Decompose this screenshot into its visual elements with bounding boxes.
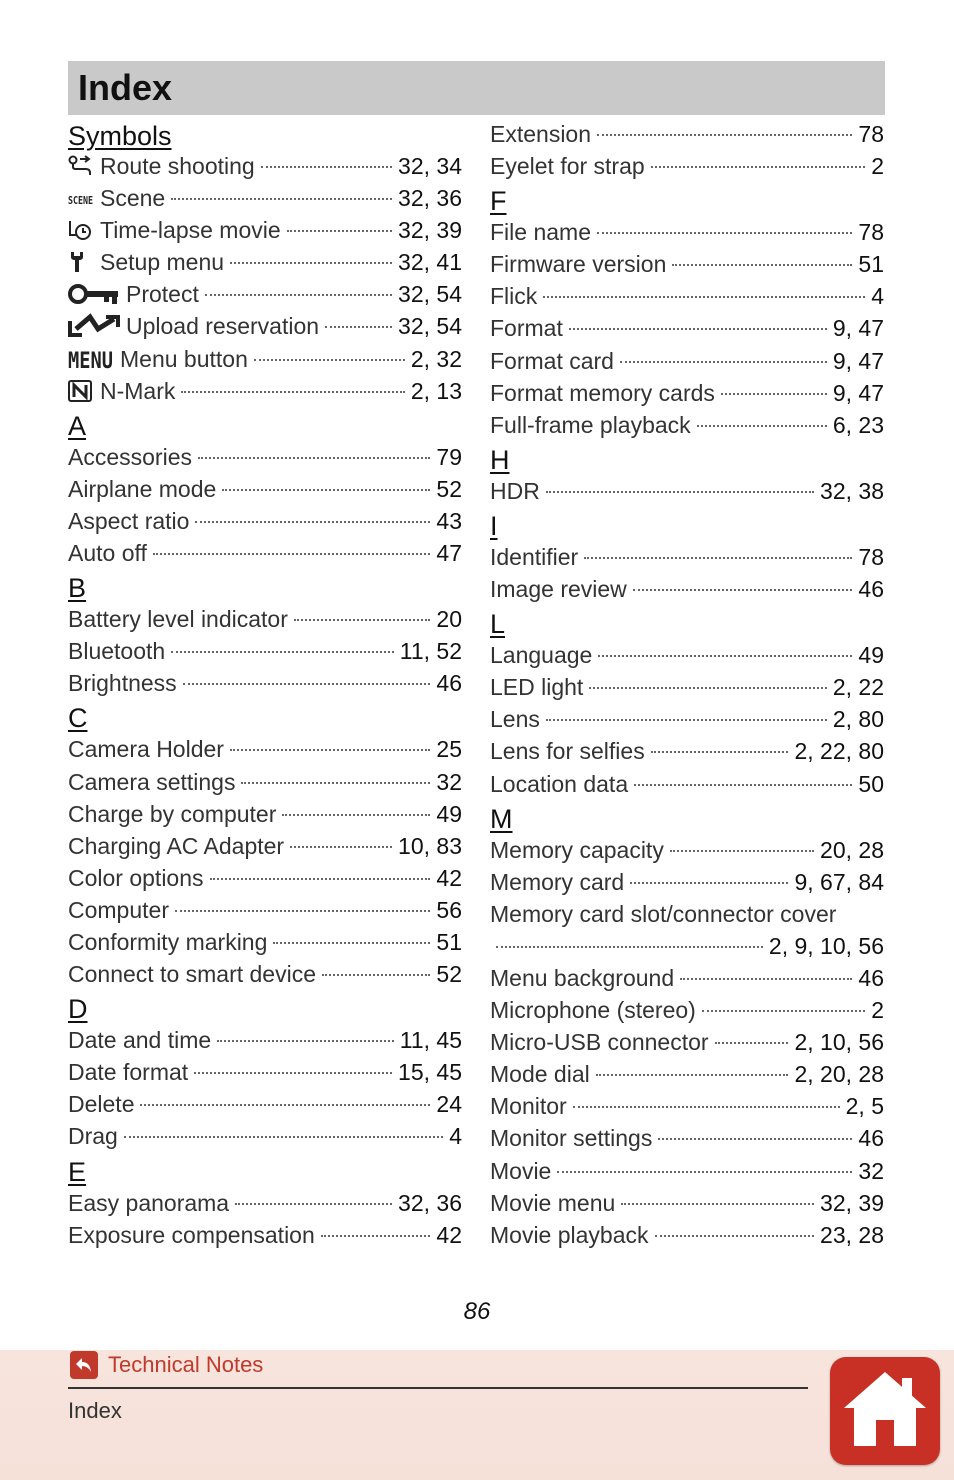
dot-leader [322,974,430,976]
entry-label: Monitor [490,1093,567,1120]
entry-label: Menu background [490,964,675,991]
dot-leader [287,230,392,232]
entry-pages[interactable]: 2, 20, 28 [794,1061,884,1088]
index-entry-lens-for-selfies[interactable] [490,735,884,767]
entry-label: Eyelet for strap [490,153,645,180]
index-entry-movie[interactable] [490,1155,884,1187]
section-heading-c: C [68,703,88,734]
index-entry-n-mark[interactable] [68,375,462,407]
dot-leader [543,296,865,298]
dot-leader [235,1203,392,1205]
dot-leader [715,1042,789,1044]
index-entry-led-light[interactable] [490,671,884,703]
index-entry-time-lapse-movie[interactable] [68,214,462,246]
dot-leader [210,878,431,880]
dot-leader [573,1106,840,1108]
index-entry-setup-menu[interactable] [68,246,462,278]
entry-label: Upload reservation [126,313,320,340]
dot-leader [205,294,392,296]
home-button[interactable] [830,1357,940,1465]
index-entry-format-memory-cards[interactable] [490,377,884,409]
entry-label: Scene [100,185,166,212]
dot-leader [195,521,430,523]
entry-pages[interactable]: 6, 23 [832,411,884,438]
entry-pages[interactable]: 46 [858,576,884,603]
entry-pages[interactable]: 2 [871,153,884,180]
index-entry-firmware-version[interactable] [490,248,884,280]
entry-pages[interactable]: 43 [436,507,462,534]
entry-label: Airplane mode [68,475,217,502]
page-number: 86 [463,1298,491,1325]
entry-label: Image review [490,576,627,603]
entry-label: Movie [490,1157,552,1184]
entry-pages[interactable]: 25 [436,736,462,763]
entry-pages[interactable]: 24 [436,1091,462,1118]
section-heading-e: E [68,1156,87,1187]
entry-pages[interactable]: 32 [436,768,462,795]
entry-label: Date and time [68,1027,212,1054]
entry-pages[interactable]: 11, 52 [399,638,462,665]
entry-label: Aspect ratio [68,507,190,534]
index-entry-conformity-marking[interactable] [68,926,462,958]
svg-text:MENU: MENU [68,348,113,374]
entry-label: Location data [490,770,629,797]
dot-leader [680,978,852,980]
index-entry-route-shooting[interactable] [68,150,462,182]
dot-leader [181,391,404,393]
index-entry-full-frame-playback[interactable] [490,409,884,441]
dot-leader [153,553,431,555]
index-entry-image-review[interactable] [490,573,884,605]
entry-pages[interactable]: 78 [858,121,884,147]
entry-pages[interactable]: 2, 13 [410,377,462,404]
entry-pages[interactable]: 56 [436,896,462,923]
dot-leader [183,683,431,685]
entry-pages[interactable]: 2, 80 [832,706,884,733]
entry-label: Flick [490,283,538,310]
entry-label: Format memory cards [490,379,715,406]
entry-label: Mode dial [490,1061,590,1088]
dot-leader [721,393,827,395]
entry-label: Exposure compensation [68,1221,315,1248]
home-icon [840,1368,930,1455]
dot-leader [230,262,392,264]
entry-label: Memory card [490,868,625,895]
index-entry-extension[interactable] [490,118,884,150]
index-entry-date-and-time[interactable] [68,1024,462,1056]
dot-leader [598,655,852,657]
index-entry-file-name[interactable] [490,216,884,248]
dot-leader [140,1104,430,1106]
dot-leader [217,1040,394,1042]
entry-label: Memory card slot/connector cover [490,900,837,927]
index-entry-location-data[interactable] [490,768,884,800]
dot-leader [198,457,430,459]
dot-leader [633,589,853,591]
section-heading-d: D [68,994,88,1025]
dot-leader [171,198,392,200]
section-heading-h: H [490,444,510,475]
menu-icon [68,348,114,374]
dot-leader [702,1010,865,1012]
entry-label: Micro-USB connector [490,1029,709,1056]
entry-pages[interactable]: 47 [436,540,462,567]
entry-pages[interactable]: 9, 67, 84 [794,868,884,895]
index-entry-upload-reservation[interactable] [68,310,462,342]
index-entry-brightness[interactable] [68,667,462,699]
dot-leader [584,557,852,559]
breadcrumb: Index [68,1398,122,1423]
index-entry-memory-card[interactable] [490,866,884,898]
entry-label: Connect to smart device [68,961,317,988]
entry-pages[interactable]: 32, 54 [398,281,462,308]
dot-leader [634,784,852,786]
entry-pages[interactable]: 52 [436,475,462,502]
index-entry-delete[interactable] [68,1088,462,1120]
entry-pages[interactable]: 2, 22, 80 [794,738,884,765]
entry-pages[interactable]: 32, 34 [398,153,462,179]
index-entry-format-card[interactable] [490,345,884,377]
entry-label: Color options [68,864,204,891]
dot-leader [496,946,763,948]
entry-label: File name [490,219,591,246]
entry-pages[interactable]: 42 [436,864,462,891]
entry-pages[interactable]: 32, 41 [398,249,462,276]
entry-label: Computer [68,896,169,923]
entry-pages[interactable]: 50 [858,770,884,797]
entry-pages[interactable]: 46 [858,964,884,991]
entry-label: Movie menu [490,1189,616,1216]
entry-pages[interactable]: 2 [871,997,884,1024]
index-entry-memory-card-slot-connector-cover[interactable] [490,898,884,930]
dot-leader [546,491,814,493]
index-entry-format[interactable] [490,312,884,344]
time-lapse-icon [68,219,94,241]
index-entry-movie-playback[interactable] [490,1219,884,1251]
entry-label: Protect [126,281,199,308]
index-entry-menu-background[interactable] [490,962,884,994]
entry-pages[interactable]: 32, 39 [820,1189,884,1216]
entry-label: Camera settings [68,768,236,795]
entry-label: Easy panorama [68,1189,230,1216]
index-entry-hdr[interactable] [490,475,884,507]
entry-label: HDR [490,477,540,504]
entry-pages[interactable]: 15, 45 [398,1059,462,1086]
index-entry-identifier[interactable] [490,541,884,573]
index-entry-charging-ac-adapter[interactable] [68,830,462,862]
n-mark-icon [68,380,94,402]
entry-pages[interactable]: 79 [436,443,462,470]
dot-leader [290,846,392,848]
dot-leader [194,1072,392,1074]
index-entry-flick[interactable] [490,280,884,312]
dot-leader [325,326,392,328]
technical-notes-link[interactable] [70,1350,263,1380]
section-heading-i: I [490,510,498,541]
index-entry-mode-dial[interactable] [490,1058,884,1090]
index-entry-camera-settings[interactable] [68,766,462,798]
section-heading-b: B [68,573,87,604]
wrench-icon [68,251,94,273]
index-entry-aspect-ratio[interactable] [68,505,462,537]
index-entry-charge-by-computer[interactable] [68,798,462,830]
dot-leader [222,489,430,491]
entry-label: N-Mark [100,377,176,404]
entry-pages[interactable]: 32, 39 [398,217,462,244]
index-column-left [68,118,462,1251]
dot-leader [596,1074,789,1076]
back-arrow-icon [70,1351,98,1379]
entry-pages[interactable]: 20 [436,606,462,633]
entry-pages[interactable]: 78 [858,543,884,570]
entry-label: Full-frame playback [490,411,691,438]
entry-pages[interactable]: 4 [449,1123,462,1150]
index-entry-exposure-compensation[interactable] [68,1219,462,1251]
footer-divider [68,1387,808,1389]
entry-pages[interactable]: 2, 5 [845,1093,884,1120]
entry-pages[interactable]: 46 [858,1125,884,1152]
entry-pages[interactable]: 32 [858,1157,884,1184]
dot-leader [294,619,431,621]
entry-label: Charge by computer [68,800,277,827]
entry-pages[interactable]: 78 [858,219,884,246]
index-entry-drag[interactable] [68,1120,462,1152]
dot-leader [597,134,852,136]
entry-pages[interactable]: 32, 38 [820,477,884,504]
section-heading-f: F [490,186,507,217]
entry-label: Movie playback [490,1221,649,1248]
entry-label: Delete [68,1091,135,1118]
entry-label: Conformity marking [68,928,268,955]
entry-pages[interactable]: 10, 83 [398,832,462,859]
entry-label: Menu button [120,345,248,372]
index-entry-eyelet-for-strap[interactable] [490,150,884,182]
entry-label: Monitor settings [490,1125,653,1152]
index-entry-micro-usb-connector[interactable] [490,1026,884,1058]
entry-label: Microphone (stereo) [490,997,696,1024]
entry-pages[interactable]: 20, 28 [820,836,884,863]
index-entry-language[interactable] [490,639,884,671]
dot-leader [672,264,852,266]
entry-label: Language [490,642,593,669]
entry-pages[interactable]: 9, 47 [832,379,884,406]
index-entry-menu-button[interactable] [68,343,462,375]
entry-label: Lens [490,706,540,733]
index-entry-date-format[interactable] [68,1056,462,1088]
dot-leader [546,719,827,721]
entry-label: Bluetooth [68,638,166,665]
dot-leader [175,910,430,912]
index-entry-movie-menu[interactable] [490,1187,884,1219]
dot-leader [658,1138,852,1140]
index-entry-continuation[interactable] [490,930,884,962]
entry-pages[interactable]: 46 [436,670,462,697]
index-entry-scene[interactable] [68,182,462,214]
index-entry-connect-to-smart-device[interactable] [68,958,462,990]
entry-label: Charging AC Adapter [68,832,285,859]
entry-pages[interactable]: 23, 28 [820,1221,884,1248]
dot-leader [630,882,788,884]
section-heading-symbols: Symbols [68,121,172,151]
entry-label: LED light [490,674,584,701]
footer [0,1350,954,1480]
entry-label: Brightness [68,670,177,697]
entry-label: Accessories [68,443,192,470]
dot-leader [254,359,405,361]
entry-pages[interactable]: 2, 22 [832,674,884,701]
dot-leader [569,328,827,330]
index-entry-monitor[interactable] [490,1090,884,1122]
dot-leader [597,232,852,234]
dot-leader [697,425,827,427]
entry-pages[interactable]: 2, 9, 10, 56 [768,932,884,959]
index-entry-computer[interactable] [68,894,462,926]
index-entry-memory-capacity[interactable] [490,834,884,866]
entry-label: Lens for selfies [490,738,645,765]
index-entry-airplane-mode[interactable] [68,473,462,505]
entry-label: Time-lapse movie [100,217,281,244]
index-entry-monitor-settings[interactable] [490,1122,884,1154]
entry-pages[interactable]: 49 [858,642,884,669]
dot-leader [621,1203,814,1205]
index-entry-microphone-stereo[interactable] [490,994,884,1026]
dot-leader [171,651,394,653]
entry-label: Extension [490,121,592,147]
dot-leader [230,749,430,751]
svg-text:SCENE: SCENE [68,194,93,208]
section-heading-m: M [490,803,513,834]
dot-leader [241,782,430,784]
index-column-right [490,118,884,1251]
dot-leader [321,1235,431,1237]
entry-pages[interactable]: 51 [436,928,462,955]
dot-leader [261,166,392,168]
technical-notes-label: Technical Notes [108,1352,264,1377]
entry-pages[interactable]: 11, 45 [399,1027,462,1054]
index-entry-easy-panorama[interactable] [68,1187,462,1219]
entry-label: Setup menu [100,249,225,276]
entry-label: Auto off [68,540,147,567]
index-entry-auto-off[interactable] [68,537,462,569]
title-bar [68,61,885,115]
entry-pages[interactable]: 52 [436,961,462,988]
scene-icon [68,187,94,209]
dot-leader [651,751,789,753]
entry-pages[interactable]: 32, 54 [398,313,462,340]
entry-pages[interactable]: 42 [436,1221,462,1248]
dot-leader [273,942,430,944]
key-icon [68,283,120,305]
entry-pages[interactable]: 32, 36 [398,1189,462,1216]
dot-leader [589,687,827,689]
dot-leader [124,1136,443,1138]
index-entry-battery-level-indicator[interactable] [68,603,462,635]
index-entry-accessories[interactable] [68,441,462,473]
index-entry-camera-holder[interactable] [68,733,462,765]
section-heading-a: A [68,410,87,441]
entry-pages[interactable]: 49 [436,800,462,827]
entry-label: Date format [68,1059,189,1086]
upload-icon [68,315,120,337]
index-entry-lens[interactable] [490,703,884,735]
entry-pages[interactable]: 2, 32 [410,345,462,372]
entry-label: Route shooting [100,153,255,179]
dot-leader [655,1235,815,1237]
entry-label: Firmware version [490,251,667,278]
entry-label: Drag [68,1123,118,1150]
entry-label: Battery level indicator [68,606,288,633]
entry-label: Memory capacity [490,836,664,863]
dot-leader [620,361,827,363]
entry-label: Identifier [490,543,579,570]
entry-pages[interactable]: 9, 47 [832,315,884,342]
dot-leader [557,1171,852,1173]
entry-pages[interactable]: 51 [858,251,884,278]
index-entry-bluetooth[interactable] [68,635,462,667]
page-title: Index [78,67,173,108]
dot-leader [651,166,866,168]
entry-pages[interactable]: 2, 10, 56 [794,1029,884,1056]
entry-pages[interactable]: 9, 47 [832,347,884,374]
section-heading-l: L [490,609,506,640]
entry-pages[interactable]: 32, 36 [398,185,462,212]
entry-label: Format card [490,347,614,374]
dot-leader [282,814,430,816]
route-shooting-icon [68,155,94,177]
index-entry-color-options[interactable] [68,862,462,894]
entry-label: Camera Holder [68,736,224,763]
entry-label: Format [490,315,563,342]
index-entry-protect[interactable] [68,278,462,310]
dot-leader [670,850,814,852]
entry-pages[interactable]: 4 [871,283,884,310]
